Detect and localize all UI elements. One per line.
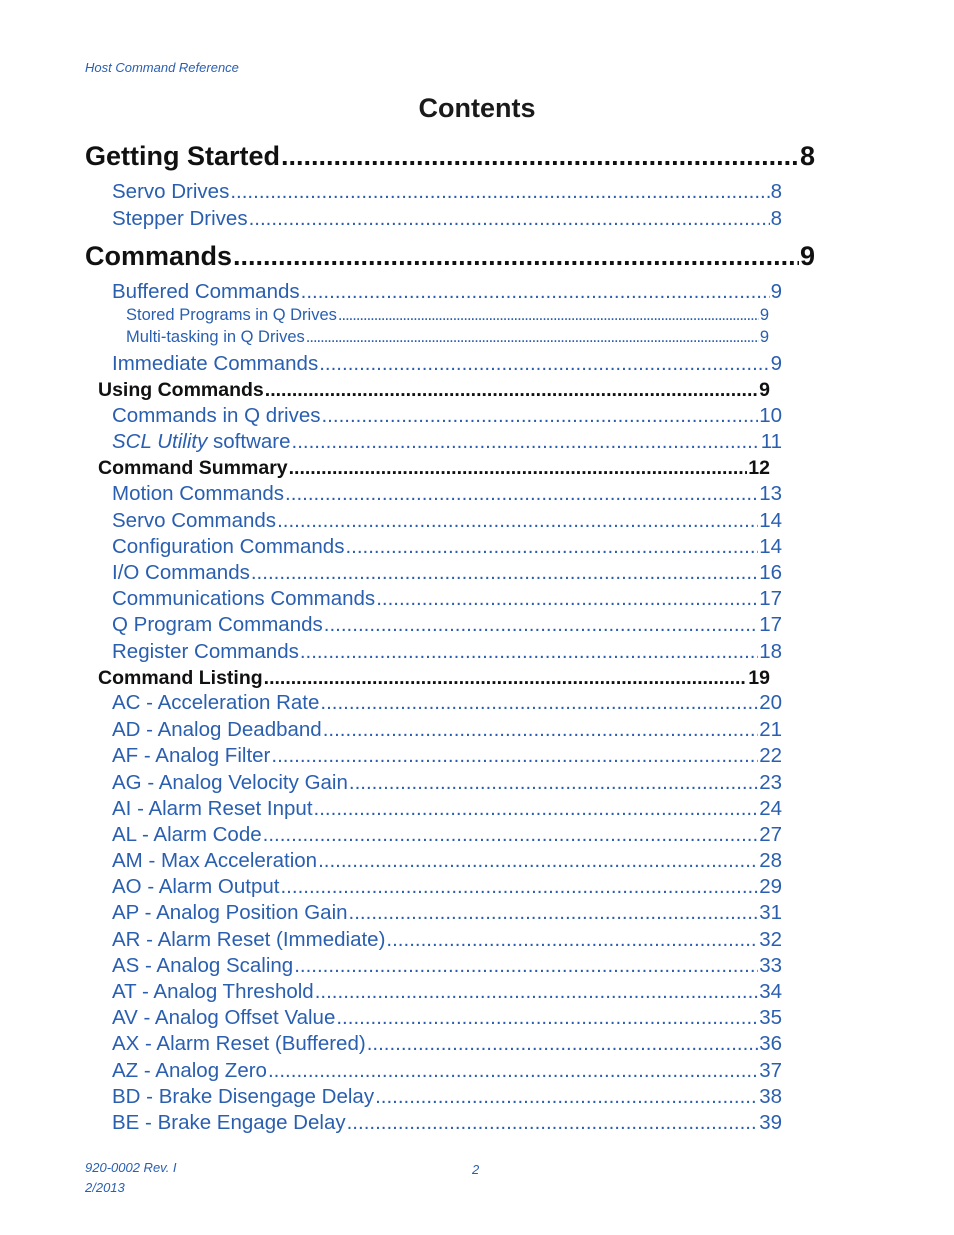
running-header: Host Command Reference [85, 60, 239, 75]
toc-entry[interactable] [112, 1085, 782, 1109]
dot-leader [289, 457, 748, 480]
dot-leader [271, 744, 758, 768]
toc-entry-page: 32 [759, 928, 782, 951]
toc-entry-page: 36 [759, 1032, 782, 1055]
toc-entry[interactable] [112, 797, 782, 821]
dot-leader [315, 980, 758, 1004]
toc-entry[interactable] [112, 823, 782, 847]
toc-entry[interactable] [112, 875, 782, 899]
dot-leader [347, 1111, 759, 1135]
toc-entry-label: AO - Alarm Output [112, 875, 280, 898]
toc-entry[interactable] [98, 457, 770, 480]
footer-doc-info [85, 1158, 177, 1198]
toc-entry-label: AT - Analog Threshold [112, 980, 314, 1003]
toc-entry[interactable] [112, 561, 782, 585]
dot-leader [306, 328, 759, 347]
dot-leader [301, 280, 770, 304]
toc-entry-page: 8 [770, 180, 782, 203]
toc-entry-label: AG - Analog Velocity Gain [112, 771, 348, 794]
toc-entry-page: 9 [799, 241, 815, 271]
toc-entry[interactable] [112, 1059, 782, 1083]
dot-leader [386, 928, 758, 952]
toc-entry-page: 12 [748, 457, 770, 479]
toc-entry-label: BD - Brake Disengage Delay [112, 1085, 375, 1108]
toc-entry-label: AF - Analog Filter [112, 744, 271, 767]
toc-entry-label: Using Commands [98, 379, 264, 401]
toc-entry[interactable] [112, 587, 782, 611]
dot-leader [265, 379, 758, 402]
toc-entry-label: AD - Analog Deadband [112, 718, 322, 741]
toc-entry-page: 9 [759, 379, 770, 401]
toc-entry-label: BE - Brake Engage Delay [112, 1111, 346, 1134]
toc-entry-label: AX - Alarm Reset (Buffered) [112, 1032, 366, 1055]
toc-entry-page: 34 [759, 980, 782, 1003]
toc-entry-page: 9 [770, 280, 782, 303]
toc-entry-page: 9 [770, 352, 782, 375]
toc-entry-label: Q Program Commands [112, 613, 323, 636]
doc-number: 920-0002 Rev. I [85, 1160, 177, 1175]
dot-leader [349, 771, 758, 795]
dot-leader [323, 718, 758, 742]
toc-entry[interactable] [112, 280, 782, 304]
toc-entry-label: AM - Max Acceleration [112, 849, 318, 872]
dot-leader [264, 667, 748, 690]
toc-entry-label: Configuration Commands [112, 535, 345, 558]
toc-entry-label: AS - Analog Scaling [112, 954, 294, 977]
toc-entry[interactable] [112, 1032, 782, 1056]
toc-entry-page: 16 [759, 561, 782, 584]
toc-entry-page: 19 [748, 667, 770, 689]
toc-entry[interactable] [98, 667, 770, 690]
toc-entry-label: Commands in Q drives [112, 404, 321, 427]
toc-entry[interactable] [112, 718, 782, 742]
dot-leader [251, 561, 758, 585]
toc-entry-page: 39 [759, 1111, 782, 1134]
dot-leader [263, 823, 759, 847]
toc-entry-page: 20 [759, 691, 782, 714]
dot-leader [285, 482, 758, 506]
toc-entry-label: AL - Alarm Code [112, 823, 262, 846]
dot-leader [249, 207, 770, 231]
toc-entry-label: AC - Acceleration Rate [112, 691, 320, 714]
toc-entry-label: Stored Programs in Q Drives [126, 306, 337, 324]
toc-entry-page: 23 [759, 771, 782, 794]
toc-entry[interactable] [112, 928, 782, 952]
toc-entry[interactable] [112, 640, 782, 664]
dot-leader [338, 306, 759, 325]
page-title: Contents [418, 93, 536, 123]
toc-entry-page: 35 [759, 1006, 782, 1029]
toc-entry[interactable] [112, 954, 782, 978]
dot-leader [375, 1085, 758, 1109]
toc-entry-label: AR - Alarm Reset (Immediate) [112, 928, 386, 951]
toc-entry[interactable] [112, 744, 782, 768]
toc-entry-page: 14 [759, 535, 782, 558]
toc-entry-label: Command Summary [98, 457, 288, 479]
toc-entry-page: 8 [799, 141, 815, 171]
dot-leader [277, 509, 758, 533]
toc-entry-page: 17 [759, 587, 782, 610]
toc-entry-label: Commands [85, 241, 233, 271]
toc-entry-label: Motion Commands [112, 482, 285, 505]
dot-leader [321, 404, 758, 428]
dot-leader [294, 954, 758, 978]
toc-entry[interactable] [112, 482, 782, 506]
dot-leader [318, 849, 758, 873]
toc-entry-page: 21 [759, 718, 782, 741]
dot-leader [292, 430, 760, 454]
dot-leader [376, 587, 758, 611]
dot-leader [233, 241, 799, 272]
toc-entry-page: 10 [759, 404, 782, 427]
toc-entry-label: AV - Analog Offset Value [112, 1006, 336, 1029]
toc-entry[interactable] [112, 1111, 782, 1135]
toc-entry[interactable] [112, 404, 782, 428]
toc-entry[interactable] [112, 691, 782, 715]
toc-entry-label: Command Listing [98, 667, 263, 689]
toc-entry-page: 37 [759, 1059, 782, 1082]
toc-entry-label: SCL Utility software [112, 430, 291, 453]
toc-entry[interactable] [112, 901, 782, 925]
toc-entry-page: 17 [759, 613, 782, 636]
dot-leader [336, 1006, 758, 1030]
toc-entry[interactable] [112, 849, 782, 873]
toc-entry[interactable] [112, 180, 782, 204]
dot-leader [230, 180, 769, 204]
toc-entry-page: 38 [759, 1085, 782, 1108]
toc-entry[interactable] [112, 430, 782, 454]
dot-leader [268, 1059, 758, 1083]
toc-entry[interactable] [112, 613, 782, 637]
toc-entry[interactable] [98, 379, 770, 402]
toc-entry-label: Servo Drives [112, 180, 230, 203]
toc-entry-page: 33 [759, 954, 782, 977]
toc-entry-page: 24 [759, 797, 782, 820]
toc-entry-page: 22 [759, 744, 782, 767]
toc-entry[interactable] [85, 241, 815, 272]
toc-entry-page: 31 [759, 901, 782, 924]
toc-entry-page: 9 [759, 328, 769, 346]
toc-entry-page: 9 [759, 306, 769, 324]
dot-leader [300, 640, 758, 664]
toc-entry[interactable] [112, 771, 782, 795]
dot-leader [349, 901, 759, 925]
toc-entry-label: AP - Analog Position Gain [112, 901, 348, 924]
toc-entry-label: AZ - Analog Zero [112, 1059, 267, 1082]
toc-entry-label: Buffered Commands [112, 280, 300, 303]
dot-leader [314, 797, 759, 821]
toc-entry[interactable] [85, 141, 815, 172]
toc-entry[interactable] [112, 207, 782, 231]
dot-leader [367, 1032, 759, 1056]
toc-entry[interactable] [126, 328, 769, 347]
doc-date: 2/2013 [85, 1180, 125, 1195]
toc-entry-label: Servo Commands [112, 509, 277, 532]
toc-entry[interactable] [112, 352, 782, 376]
toc-entry-page: 14 [759, 509, 782, 532]
dot-leader [324, 613, 758, 637]
toc-entry[interactable] [112, 980, 782, 1004]
toc-entry-label: I/O Commands [112, 561, 250, 584]
toc-entry-page: 18 [759, 640, 782, 663]
toc-entry-page: 29 [759, 875, 782, 898]
toc-entry[interactable] [112, 1006, 782, 1030]
toc-entry-label: Communications Commands [112, 587, 376, 610]
dot-leader [281, 141, 799, 172]
dot-leader [320, 691, 758, 715]
toc-entry-label: AI - Alarm Reset Input [112, 797, 313, 820]
toc-entry-page: 8 [770, 207, 782, 230]
toc-entry-label: Stepper Drives [112, 207, 248, 230]
toc-entry-page: 27 [759, 823, 782, 846]
dot-leader [280, 875, 758, 899]
toc-entry-page: 28 [759, 849, 782, 872]
dot-leader [345, 535, 758, 559]
toc-entry-label: Multi-tasking in Q Drives [126, 328, 305, 346]
toc-entry-page: 11 [760, 430, 782, 453]
toc-entry-page: 13 [759, 482, 782, 505]
toc-entry[interactable] [126, 306, 769, 325]
toc-entry[interactable] [112, 535, 782, 559]
toc-entry[interactable] [112, 509, 782, 533]
dot-leader [319, 352, 769, 376]
toc-entry-label: Getting Started [85, 141, 281, 171]
page-number: 2 [472, 1162, 480, 1177]
toc-entry-label: Register Commands [112, 640, 299, 663]
toc-entry-label: Immediate Commands [112, 352, 319, 375]
